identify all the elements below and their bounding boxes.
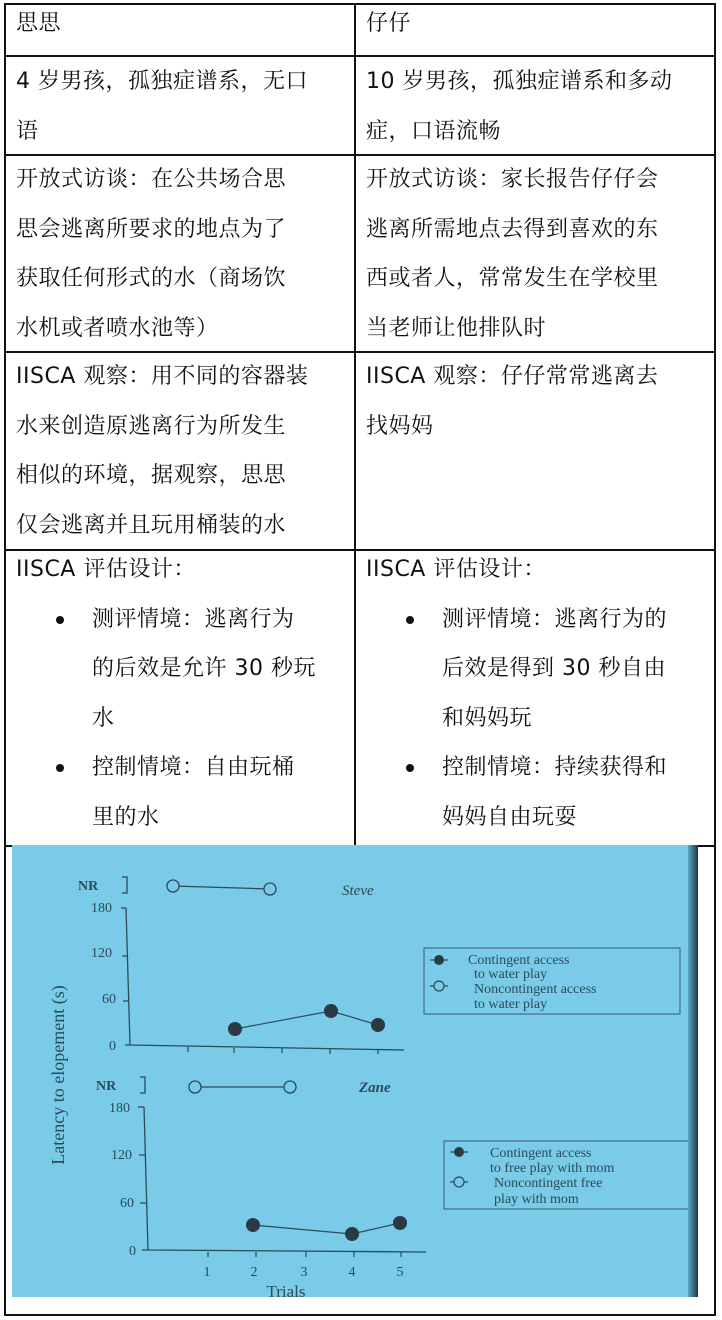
legend-text: Contingent access bbox=[468, 953, 570, 968]
text-line: IISCA 观察：仔仔常常逃离去 bbox=[366, 364, 659, 389]
y-axis-label: Latency to elopement (s) bbox=[48, 985, 68, 1165]
filled-marker bbox=[324, 1004, 338, 1018]
y-tick-label: 60 bbox=[120, 1196, 134, 1211]
design-cell-sisi bbox=[6, 545, 354, 842]
x-tick-label: 3 bbox=[300, 1265, 308, 1280]
text-line: 控制情境：自由玩桶 bbox=[92, 755, 295, 780]
y-tick-label: 120 bbox=[91, 946, 112, 961]
bullet-icon bbox=[56, 764, 64, 772]
header-label: 思思 bbox=[16, 11, 62, 36]
text-line: 控制情境：持续获得和 bbox=[442, 755, 668, 780]
legend-text: Noncontingent free bbox=[494, 1176, 603, 1191]
design-title: IISCA 评估设计： bbox=[16, 557, 196, 582]
steve-panel bbox=[78, 877, 680, 1054]
text-line: 里的水 bbox=[92, 804, 160, 830]
y-tick-label: 180 bbox=[91, 901, 112, 916]
text-line: 和妈妈玩 bbox=[442, 705, 533, 731]
text-line: 水 bbox=[92, 705, 115, 731]
x-tick-label: 5 bbox=[396, 1265, 404, 1280]
y-tick-label: 180 bbox=[109, 1101, 130, 1116]
panel-title-zane: Zane bbox=[359, 1080, 391, 1096]
observation-cell-sisi bbox=[6, 352, 354, 550]
text-line: 语 bbox=[16, 118, 39, 144]
screen-edge-shadow bbox=[688, 845, 698, 1297]
zane-panel bbox=[96, 1077, 698, 1297]
legend-text: Contingent access bbox=[490, 1146, 592, 1161]
legend-text: play with mom bbox=[494, 1192, 579, 1207]
x-tick-label: 4 bbox=[348, 1265, 356, 1280]
text-line: 后效是得到 30 秒自由 bbox=[442, 656, 666, 681]
text-line: 10 岁男孩，孤独症谱系和多动 bbox=[366, 69, 673, 94]
header-label: 仔仔 bbox=[366, 11, 412, 36]
filled-marker bbox=[371, 1018, 385, 1032]
filled-marker bbox=[228, 1022, 242, 1036]
text-line: 妈妈自由玩耍 bbox=[442, 804, 578, 830]
x-tick-label: 2 bbox=[250, 1265, 258, 1280]
nr-label: NR bbox=[96, 1079, 117, 1094]
text-line: 水机或者喷水池等） bbox=[16, 315, 219, 341]
text-line: 逃离所需地点去得到喜欢的东 bbox=[366, 216, 659, 242]
text-line: 测评情境：逃离行为的 bbox=[442, 606, 668, 632]
text-line: 的后效是允许 30 秒玩 bbox=[92, 656, 316, 681]
observation-cell-zaizai bbox=[356, 352, 714, 451]
design-cell-zaizai bbox=[356, 545, 714, 842]
y-tick-label: 0 bbox=[109, 1039, 116, 1054]
text-line: 西或者人，常常发生在学校里 bbox=[366, 266, 659, 291]
y-tick-label: 0 bbox=[129, 1244, 136, 1259]
nr-label: NR bbox=[78, 879, 99, 894]
text-line: 找妈妈 bbox=[366, 413, 434, 439]
design-bullet-list bbox=[16, 595, 346, 843]
design-title: IISCA 评估设计： bbox=[366, 557, 546, 582]
bullet-icon bbox=[406, 616, 414, 624]
y-tick-label: 120 bbox=[111, 1148, 132, 1163]
latency-chart bbox=[12, 845, 698, 1297]
x-tick-label: 1 bbox=[203, 1265, 211, 1280]
x-axis-label: Trials bbox=[266, 1282, 306, 1297]
legend-text: Noncontingent access bbox=[474, 982, 597, 997]
text-line: 开放式访谈：在公共场合思 bbox=[16, 167, 287, 192]
steve-legend bbox=[424, 948, 680, 1014]
bullet-item-test-condition bbox=[366, 595, 706, 744]
text-line: 开放式访谈：家长报告仔仔会 bbox=[366, 167, 659, 192]
bullet-item-test-condition bbox=[16, 595, 346, 744]
filled-marker bbox=[393, 1216, 407, 1230]
text-line: 仅会逃离并且玩用桶装的水 bbox=[16, 512, 287, 538]
header-cell-zaizai bbox=[356, 0, 714, 49]
zane-legend bbox=[444, 1141, 698, 1209]
text-line: 4 岁男孩，孤独症谱系，无口 bbox=[16, 69, 308, 94]
profile-cell-sisi bbox=[6, 57, 354, 156]
text-line: IISCA 观察：用不同的容器装 bbox=[16, 364, 309, 389]
bullet-item-control-condition bbox=[16, 743, 346, 842]
filled-marker bbox=[246, 1218, 260, 1232]
profile-cell-zaizai bbox=[356, 57, 714, 156]
text-line: 获取任何形式的水（商场饮 bbox=[16, 266, 287, 291]
panel-title-steve: Steve bbox=[342, 883, 374, 899]
text-line: 相似的环境，据观察，思思 bbox=[16, 463, 287, 488]
open-marker bbox=[284, 1081, 296, 1093]
filled-marker bbox=[345, 1227, 359, 1241]
legend-text: to water play bbox=[474, 997, 548, 1012]
open-marker bbox=[189, 1081, 201, 1093]
interview-cell-zaizai bbox=[356, 155, 714, 353]
text-line: 当老师让他排队时 bbox=[366, 315, 547, 341]
open-marker bbox=[167, 880, 179, 892]
text-line: 水来创造原逃离行为所发生 bbox=[16, 413, 287, 439]
text-line: 测评情境：逃离行为 bbox=[92, 606, 295, 632]
legend-text: to water play bbox=[474, 967, 548, 982]
design-bullet-list bbox=[366, 595, 706, 843]
interview-cell-sisi bbox=[6, 155, 354, 353]
y-tick-label: 60 bbox=[102, 992, 116, 1007]
legend-text: to free play with mom bbox=[490, 1161, 615, 1176]
text-line: 症，口语流畅 bbox=[366, 118, 502, 144]
bullet-item-control-condition bbox=[366, 743, 706, 842]
header-cell-sisi bbox=[6, 0, 354, 49]
bullet-icon bbox=[56, 616, 64, 624]
bullet-icon bbox=[406, 764, 414, 772]
text-line: 思会逃离所要求的地点为了 bbox=[16, 216, 287, 242]
latency-chart-photo bbox=[12, 845, 698, 1297]
open-marker bbox=[264, 883, 276, 895]
